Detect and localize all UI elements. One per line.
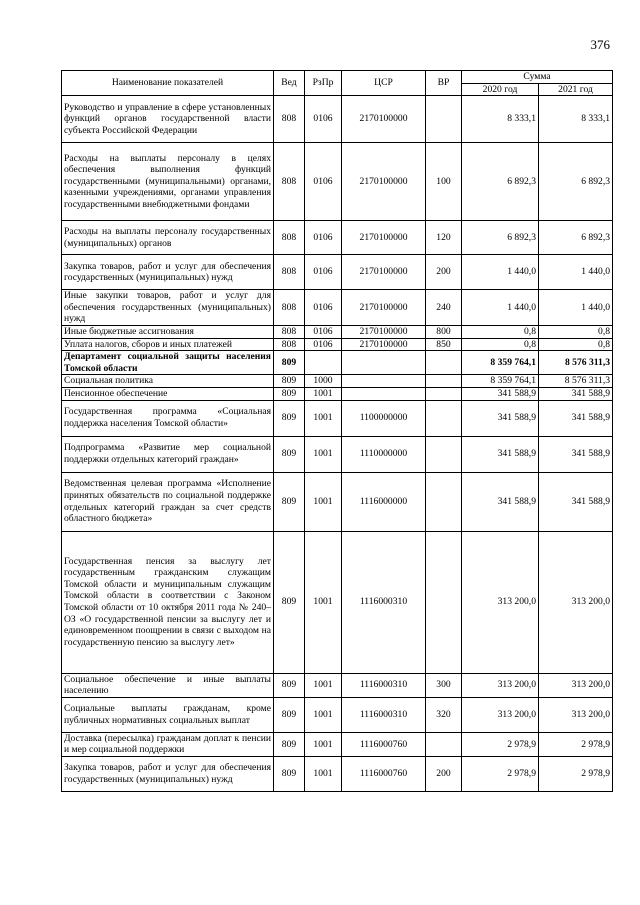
- row-name: Закупка товаров, работ и услуг для обеспечения государственных (муниципальных) нужд: [62, 255, 274, 290]
- row-rzpr: [305, 351, 342, 375]
- row-sum-2021: 341 588,9: [539, 387, 613, 400]
- row-sum-2021: 341 588,9: [539, 400, 613, 436]
- row-ved: 808: [274, 221, 305, 255]
- header-vr: ВР: [426, 71, 462, 96]
- row-name: Пенсионное обеспечение: [62, 387, 274, 400]
- row-name: Социальное обеспечение и иные выплаты населению: [62, 673, 274, 697]
- row-rzpr: 1001: [305, 756, 342, 791]
- row-vr: 300: [426, 673, 462, 697]
- row-sum-2021: 6 892,3: [539, 221, 613, 255]
- row-csr: 2170100000: [342, 325, 426, 338]
- row-sum-2020: 341 588,9: [462, 387, 539, 400]
- row-vr: [426, 387, 462, 400]
- row-rzpr: 1001: [305, 673, 342, 697]
- row-vr: [426, 351, 462, 375]
- row-sum-2021: 8 576 311,3: [539, 375, 613, 388]
- row-rzpr: 1001: [305, 436, 342, 472]
- header-year-2021: 2021 год: [539, 83, 613, 96]
- table-row: [62, 436, 613, 472]
- header-name: Наименование показателей: [62, 71, 274, 96]
- table-row: [62, 472, 613, 531]
- row-rzpr: 1001: [305, 732, 342, 756]
- row-sum-2020: 341 588,9: [462, 472, 539, 531]
- row-name: Доставка (пересылка) гражданам доплат к пенсии и мер социальной поддержки: [62, 732, 274, 756]
- row-sum-2020: 6 892,3: [462, 143, 539, 221]
- row-name: Департамент социальной защиты населения Томской области: [62, 351, 274, 375]
- row-rzpr: 1000: [305, 375, 342, 388]
- table-row: [62, 255, 613, 290]
- row-sum-2020: 0,8: [462, 325, 539, 338]
- row-sum-2020: 1 440,0: [462, 255, 539, 290]
- row-csr: 2170100000: [342, 290, 426, 326]
- table-body: [62, 96, 613, 792]
- row-sum-2020: 341 588,9: [462, 400, 539, 436]
- row-csr: 1116000310: [342, 697, 426, 732]
- row-sum-2020: 313 200,0: [462, 531, 539, 673]
- row-rzpr: 1001: [305, 387, 342, 400]
- row-sum-2020: 313 200,0: [462, 697, 539, 732]
- row-vr: [426, 531, 462, 673]
- row-sum-2020: 0,8: [462, 338, 539, 351]
- row-rzpr: 1001: [305, 472, 342, 531]
- row-sum-2020: 8 359 764,1: [462, 351, 539, 375]
- row-ved: 809: [274, 400, 305, 436]
- table-row: [62, 290, 613, 326]
- row-vr: 800: [426, 325, 462, 338]
- table-row: [62, 697, 613, 732]
- row-rzpr: 0106: [305, 96, 342, 143]
- row-csr: 1116000310: [342, 531, 426, 673]
- row-ved: 809: [274, 756, 305, 791]
- row-csr: 1110000000: [342, 436, 426, 472]
- row-ved: 808: [274, 290, 305, 326]
- row-ved: 808: [274, 338, 305, 351]
- row-vr: 200: [426, 756, 462, 791]
- row-sum-2020: 1 440,0: [462, 290, 539, 326]
- row-ved: 809: [274, 436, 305, 472]
- row-name: Иные закупки товаров, работ и услуг для обеспечения государственных (муниципальных) нужд: [62, 290, 274, 326]
- page-number: 376: [590, 37, 610, 52]
- row-csr: 2170100000: [342, 221, 426, 255]
- row-ved: 809: [274, 732, 305, 756]
- row-sum-2021: 0,8: [539, 325, 613, 338]
- row-name: Расходы на выплаты персоналу государственных (муниципальных) органов: [62, 221, 274, 255]
- row-name: Закупка товаров, работ и услуг для обеспечения государственных (муниципальных) нужд: [62, 756, 274, 791]
- row-sum-2021: 1 440,0: [539, 290, 613, 326]
- table-row: [62, 387, 613, 400]
- row-ved: 808: [274, 255, 305, 290]
- row-vr: [426, 375, 462, 388]
- row-sum-2021: 0,8: [539, 338, 613, 351]
- table-row: [62, 756, 613, 791]
- row-sum-2021: 8 333,1: [539, 96, 613, 143]
- row-csr: [342, 375, 426, 388]
- row-vr: 850: [426, 338, 462, 351]
- row-vr: 120: [426, 221, 462, 255]
- row-csr: 1116000000: [342, 472, 426, 531]
- row-sum-2021: 8 576 311,3: [539, 351, 613, 375]
- row-ved: 809: [274, 472, 305, 531]
- header-csr: ЦСР: [342, 71, 426, 96]
- row-name: Социальная политика: [62, 375, 274, 388]
- row-sum-2020: 8 359 764,1: [462, 375, 539, 388]
- row-vr: 200: [426, 255, 462, 290]
- row-ved: 808: [274, 325, 305, 338]
- row-vr: [426, 472, 462, 531]
- row-csr: 1116000760: [342, 756, 426, 791]
- row-rzpr: 0106: [305, 325, 342, 338]
- row-csr: 2170100000: [342, 255, 426, 290]
- row-vr: 100: [426, 143, 462, 221]
- row-name: Государственная программа «Социальная поддержка населения Томской области»: [62, 400, 274, 436]
- row-sum-2021: 1 440,0: [539, 255, 613, 290]
- row-sum-2021: 2 978,9: [539, 732, 613, 756]
- row-sum-2021: 2 978,9: [539, 756, 613, 791]
- row-sum-2021: 313 200,0: [539, 673, 613, 697]
- row-csr: 2170100000: [342, 338, 426, 351]
- row-name: Ведомственная целевая программа «Исполнение принятых обязательств по социальной поддержке отдельных категорий граждан за счет средств областного бюджета»: [62, 472, 274, 531]
- table-row: [62, 531, 613, 673]
- header-rzpr: РзПр: [305, 71, 342, 96]
- row-csr: 2170100000: [342, 143, 426, 221]
- table-row: [62, 96, 613, 143]
- row-rzpr: 0106: [305, 338, 342, 351]
- row-rzpr: 0106: [305, 143, 342, 221]
- row-rzpr: 0106: [305, 255, 342, 290]
- row-vr: [426, 436, 462, 472]
- row-sum-2021: 341 588,9: [539, 436, 613, 472]
- row-name: Подпрограмма «Развитие мер социальной поддержки отдельных категорий граждан»: [62, 436, 274, 472]
- table-row: [62, 673, 613, 697]
- table-row: [62, 143, 613, 221]
- budget-table: [61, 70, 613, 792]
- row-ved: 809: [274, 375, 305, 388]
- row-sum-2020: 313 200,0: [462, 673, 539, 697]
- row-ved: 809: [274, 387, 305, 400]
- row-ved: 809: [274, 697, 305, 732]
- row-sum-2021: 341 588,9: [539, 472, 613, 531]
- header-ved: Вед: [274, 71, 305, 96]
- row-csr: 1100000000: [342, 400, 426, 436]
- table-row: [62, 338, 613, 351]
- row-rzpr: 0106: [305, 290, 342, 326]
- row-ved: 809: [274, 531, 305, 673]
- row-vr: 320: [426, 697, 462, 732]
- row-name: Руководство и управление в сфере установленных функций органов государственной власти субъекта Российской Федерации: [62, 96, 274, 143]
- table-row: [62, 221, 613, 255]
- row-name: Социальные выплаты гражданам, кроме публичных нормативных социальных выплат: [62, 697, 274, 732]
- row-vr: 240: [426, 290, 462, 326]
- table-row: [62, 375, 613, 388]
- table-row: [62, 351, 613, 375]
- row-csr: 1116000760: [342, 732, 426, 756]
- row-name: Иные бюджетные ассигнования: [62, 325, 274, 338]
- row-ved: 808: [274, 96, 305, 143]
- row-vr: [426, 400, 462, 436]
- row-vr: [426, 96, 462, 143]
- row-csr: 1116000310: [342, 673, 426, 697]
- row-rzpr: 1001: [305, 400, 342, 436]
- row-sum-2021: 313 200,0: [539, 697, 613, 732]
- row-sum-2020: 2 978,9: [462, 732, 539, 756]
- row-name: Уплата налогов, сборов и иных платежей: [62, 338, 274, 351]
- table-row: [62, 732, 613, 756]
- row-csr: [342, 387, 426, 400]
- header-year-2020: 2020 год: [462, 83, 539, 96]
- row-rzpr: 0106: [305, 221, 342, 255]
- header-sum: Сумма: [462, 71, 613, 84]
- row-ved: 809: [274, 673, 305, 697]
- table-row: [62, 325, 613, 338]
- row-sum-2020: 2 978,9: [462, 756, 539, 791]
- row-csr: [342, 351, 426, 375]
- row-sum-2020: 6 892,3: [462, 221, 539, 255]
- row-ved: 808: [274, 143, 305, 221]
- row-csr: 2170100000: [342, 96, 426, 143]
- row-ved: 809: [274, 351, 305, 375]
- row-vr: [426, 732, 462, 756]
- row-sum-2020: 341 588,9: [462, 436, 539, 472]
- row-rzpr: 1001: [305, 697, 342, 732]
- row-name: Государственная пенсия за выслугу лет государственным гражданским служащим Томской области и муниципальным служащим Томской области в соответствии с Законом Томской области от 10 октября 2011 года № 240–ОЗ «О государственной пенсии за выслугу лет и единовременном поощрении в связи с выходом на государственную пенсию за выслугу лет»: [62, 531, 274, 673]
- row-rzpr: 1001: [305, 531, 342, 673]
- row-name: Расходы на выплаты персоналу в целях обеспечения выполнения функций государственными (муниципальными) органами, казенными учреждениями, органами управления государственными внебюджетными фондами: [62, 143, 274, 221]
- table-row: [62, 400, 613, 436]
- row-sum-2021: 313 200,0: [539, 531, 613, 673]
- row-sum-2020: 8 333,1: [462, 96, 539, 143]
- row-sum-2021: 6 892,3: [539, 143, 613, 221]
